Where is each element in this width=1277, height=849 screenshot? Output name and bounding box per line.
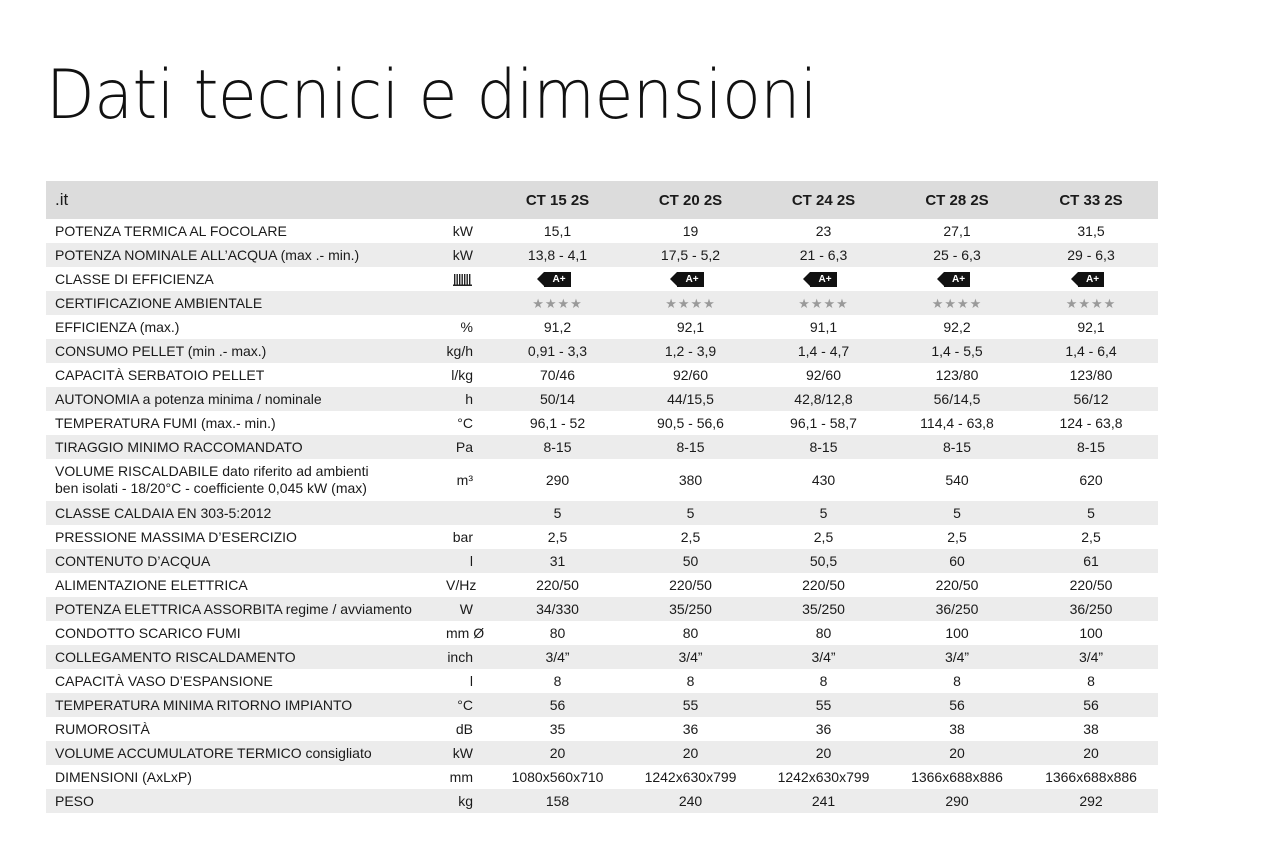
row-value: 290 (545, 472, 570, 488)
row-value: 100 (1079, 625, 1103, 641)
row-label (46, 549, 446, 573)
row-value: 20 (682, 745, 699, 761)
row-label (46, 411, 446, 435)
table-row (46, 765, 1158, 789)
row-label (46, 501, 446, 525)
efficiency-badge: A+ (544, 272, 570, 287)
row-label-line: RUMOROSITÀ (55, 720, 150, 737)
row-value: 21 - 6,3 (799, 247, 848, 263)
row-value: 1366x688x886 (911, 769, 1003, 785)
row-value: 36/250 (935, 601, 979, 617)
row-label (46, 765, 446, 789)
row-unit: °C (457, 415, 473, 431)
row-label (46, 459, 446, 501)
row-value: 220/50 (802, 577, 845, 593)
row-value (890, 291, 1024, 315)
row-label-line: POTENZA TERMICA AL FOCOLARE (55, 222, 287, 239)
table-row (46, 387, 1158, 411)
table-row (46, 645, 1158, 669)
row-label-line: CONSUMO PELLET (min .- max.) (55, 342, 267, 359)
row-unit: l/kg (451, 367, 473, 383)
row-label-line: PRESSIONE MASSIMA D’ESERCIZIO (55, 528, 297, 545)
row-unit: kW (452, 223, 473, 239)
row-label-line: CONTENUTO D’ACQUA (55, 552, 211, 569)
row-label (46, 291, 446, 315)
row-value: 35 (549, 721, 566, 737)
row-label-line: CAPACITÀ VASO D’ESPANSIONE (55, 672, 273, 689)
model-header: CT 20 2S (658, 191, 723, 209)
row-label (46, 717, 446, 741)
row-value: 29 - 6,3 (1067, 247, 1115, 263)
row-label (46, 597, 446, 621)
row-label-line: VOLUME RISCALDABILE dato riferito ad ambienti (55, 463, 369, 479)
row-value: 1,4 - 6,4 (1065, 343, 1117, 359)
row-value: 35/250 (802, 601, 845, 617)
row-label-line: DIMENSIONI (AxLxP) (55, 768, 192, 785)
table-row (46, 549, 1158, 573)
row-value: 15,1 (543, 223, 572, 239)
row-value: 13,8 - 4,1 (527, 247, 588, 263)
star-rating-icon: ★★★★ (931, 295, 983, 311)
table-row (46, 435, 1158, 459)
row-value: 8 (553, 673, 562, 689)
row-value: 220/50 (935, 577, 979, 593)
star-rating-icon: ★★★★ (798, 295, 849, 311)
row-unit: W (459, 601, 473, 617)
row-unit: % (460, 319, 473, 335)
row-value: 1,4 - 4,7 (797, 343, 850, 359)
row-unit (446, 291, 491, 315)
row-value: 8-15 (1076, 439, 1106, 455)
row-value: 91,1 (809, 319, 838, 335)
row-label (46, 693, 446, 717)
unit-header (446, 181, 491, 219)
row-value: 292 (1079, 793, 1103, 809)
row-value: 20 (549, 745, 566, 761)
row-value (1024, 291, 1158, 315)
row-value: 56/12 (1073, 391, 1109, 407)
row-value: 2,5 (813, 529, 834, 545)
row-value: 56 (949, 697, 965, 713)
row-value: 92,2 (943, 319, 971, 335)
table-header-row (46, 181, 1158, 219)
model-header: CT 28 2S (925, 191, 989, 209)
row-value: 36 (815, 721, 832, 737)
efficiency-badge: A+ (677, 272, 703, 287)
row-value: 56/14,5 (933, 391, 981, 407)
row-unit: kW (452, 247, 473, 263)
row-value: 8-15 (676, 439, 705, 455)
row-value: 3/4” (678, 649, 703, 665)
row-unit: dB (455, 721, 473, 737)
table-row (46, 669, 1158, 693)
row-unit: mm Ø (446, 625, 485, 641)
row-value: 31,5 (1077, 223, 1105, 239)
row-label (46, 645, 446, 669)
table-row (46, 621, 1158, 645)
row-unit: °C (457, 697, 473, 713)
row-label (46, 267, 446, 291)
row-value: 90,5 - 56,6 (657, 415, 724, 431)
table-row (46, 597, 1158, 621)
efficiency-badge: A+ (944, 272, 970, 287)
row-value: 220/50 (536, 577, 579, 593)
row-unit (446, 267, 491, 291)
row-value: 1,4 - 5,5 (931, 343, 983, 359)
row-value: 8 (686, 673, 695, 689)
page-title: Dati tecnici e dimensioni (46, 56, 818, 135)
row-label (46, 573, 446, 597)
row-unit: mm (449, 769, 473, 785)
table-row (46, 789, 1158, 813)
row-value: 3/4” (545, 649, 570, 665)
row-label (46, 621, 446, 645)
row-label-line: VOLUME ACCUMULATORE TERMICO consigliato (55, 744, 372, 761)
row-value: 3/4” (944, 649, 970, 665)
row-value: 2,5 (547, 529, 568, 545)
row-value: 36/250 (1069, 601, 1113, 617)
row-value (757, 267, 890, 291)
row-value: 96,1 - 52 (529, 415, 586, 431)
row-label (46, 339, 446, 363)
row-value: 8 (953, 673, 961, 689)
spec-table (46, 181, 1158, 813)
row-value: 27,1 (943, 223, 971, 239)
row-value: 2,5 (947, 529, 967, 545)
row-value: 38 (949, 721, 965, 737)
row-value: 2,5 (680, 529, 701, 545)
row-value: 96,1 - 58,7 (790, 415, 857, 431)
row-value: 5 (553, 505, 562, 521)
row-value: 1242x630x799 (777, 769, 870, 785)
row-value: 430 (811, 472, 836, 488)
table-row (46, 339, 1158, 363)
row-value: 241 (811, 793, 836, 809)
row-label-line: COLLEGAMENTO RISCALDAMENTO (55, 648, 296, 665)
row-label (46, 363, 446, 387)
row-value: 80 (549, 625, 566, 641)
row-value: 3/4” (811, 649, 836, 665)
table-row (46, 459, 1158, 501)
row-unit: inch (447, 649, 473, 665)
row-unit: m³ (456, 472, 473, 488)
row-value: 380 (678, 472, 703, 488)
row-value: 114,4 - 63,8 (920, 415, 994, 431)
row-value: 19 (682, 223, 699, 239)
row-label-line: POTENZA NOMINALE ALL’ACQUA (max .- min.) (55, 246, 360, 263)
row-value: 50,5 (809, 553, 838, 569)
row-value: 8 (819, 673, 828, 689)
row-unit: Pa (455, 439, 473, 455)
row-value: 50 (682, 553, 699, 569)
row-value: 36 (682, 721, 699, 737)
row-value: 100 (945, 625, 969, 641)
row-unit: bar (452, 529, 473, 545)
row-label-line: PESO (55, 792, 94, 809)
table-row (46, 243, 1158, 267)
row-label-line: TEMPERATURA MINIMA RITORNO IMPIANTO (55, 696, 353, 713)
row-value: 8-15 (809, 439, 838, 455)
row-value: 0,91 - 3,3 (527, 343, 588, 359)
row-value: 23 (815, 223, 832, 239)
row-label-line: AUTONOMIA a potenza minima / nominale (55, 390, 322, 407)
row-value: 8-15 (543, 439, 572, 455)
row-value: 92/60 (672, 367, 709, 383)
row-value: 55 (815, 697, 832, 713)
row-value: 25 - 6,3 (933, 247, 981, 263)
row-value (1024, 267, 1158, 291)
row-unit: kg (458, 793, 473, 809)
row-value: 34/330 (536, 601, 579, 617)
row-value: 55 (682, 697, 699, 713)
efficiency-badge: A+ (810, 272, 836, 287)
table-row (46, 291, 1158, 315)
row-value (890, 267, 1024, 291)
star-rating-icon: ★★★★ (1065, 295, 1117, 311)
row-value: 38 (1083, 721, 1099, 737)
row-label-line: EFFICIENZA (max.) (55, 318, 180, 335)
radiator-icon (453, 273, 473, 287)
row-label-line: ALIMENTAZIONE ELETTRICA (55, 576, 248, 593)
row-label-line: CERTIFICAZIONE AMBIENTALE (55, 294, 263, 311)
row-value: 60 (949, 553, 965, 569)
row-value (491, 267, 624, 291)
row-unit: l (469, 553, 473, 569)
row-value: 80 (682, 625, 699, 641)
row-label-line: TEMPERATURA FUMI (max.- min.) (55, 414, 276, 431)
row-label (46, 525, 446, 549)
row-value: 8-15 (942, 439, 972, 455)
row-value: 1242x630x799 (644, 769, 737, 785)
table-row (46, 693, 1158, 717)
row-value: 290 (945, 793, 969, 809)
row-value: 56 (549, 697, 566, 713)
row-value: 91,2 (543, 319, 572, 335)
model-header: CT 24 2S (791, 191, 856, 209)
row-value: 5 (1087, 505, 1095, 521)
efficiency-badge: A+ (1078, 272, 1104, 287)
row-label (46, 669, 446, 693)
table-row (46, 219, 1158, 243)
row-label-line: ben isolati - 18/20°C - coefficiente 0,045 kW (max) (55, 480, 367, 496)
row-value: 2,5 (1081, 529, 1101, 545)
row-value: 56 (1083, 697, 1099, 713)
row-unit: V/Hz (446, 577, 477, 593)
row-value: 20 (1083, 745, 1099, 761)
table-row (46, 411, 1158, 435)
row-value: 123/80 (1069, 367, 1113, 383)
row-value: 5 (819, 505, 828, 521)
row-value: 1,2 - 3,9 (664, 343, 717, 359)
row-value: 80 (815, 625, 832, 641)
row-value: 31 (549, 553, 566, 569)
row-value: 124 - 63,8 (1059, 415, 1123, 431)
row-value: 92,1 (1077, 319, 1105, 335)
model-header: CT 33 2S (1059, 191, 1123, 209)
star-rating-icon: ★★★★ (665, 295, 716, 311)
row-unit: kg/h (446, 343, 473, 359)
row-value: 1366x688x886 (1045, 769, 1137, 785)
row-label (46, 219, 446, 243)
table-row (46, 315, 1158, 339)
row-value: 8 (1087, 673, 1095, 689)
table-row (46, 501, 1158, 525)
row-unit: kW (452, 745, 473, 761)
row-value: 42,8/12,8 (794, 391, 853, 407)
table-row (46, 363, 1158, 387)
star-rating-icon: ★★★★ (532, 295, 583, 311)
row-value: 20 (949, 745, 965, 761)
row-value: 540 (945, 472, 969, 488)
row-value: 50/14 (539, 391, 576, 407)
row-value: 220/50 (669, 577, 712, 593)
row-value: 92,1 (676, 319, 705, 335)
row-value: 70/46 (539, 367, 576, 383)
row-value: 5 (686, 505, 695, 521)
table-row (46, 573, 1158, 597)
row-label (46, 435, 446, 459)
row-value (757, 291, 890, 315)
row-label-line: CAPACITÀ SERBATOIO PELLET (55, 366, 265, 383)
row-label (46, 387, 446, 411)
row-unit: l (469, 673, 473, 689)
model-header: CT 15 2S (525, 191, 590, 209)
row-value: 5 (953, 505, 961, 521)
table-row (46, 525, 1158, 549)
row-value: 35/250 (669, 601, 712, 617)
row-label-line: CLASSE CALDAIA EN 303-5:2012 (55, 504, 272, 521)
row-value (624, 291, 757, 315)
row-value: 3/4” (1078, 649, 1104, 665)
row-value: 620 (1079, 472, 1103, 488)
row-label (46, 789, 446, 813)
row-value: 92/60 (805, 367, 842, 383)
row-label (46, 243, 446, 267)
row-value: 240 (678, 793, 703, 809)
row-label (46, 741, 446, 765)
row-value (491, 291, 624, 315)
row-label-line: POTENZA ELETTRICA ASSORBITA regime / avviamento (55, 600, 412, 617)
row-value: 1080x560x710 (511, 769, 604, 785)
row-value (624, 267, 757, 291)
row-unit (446, 501, 491, 525)
row-value: 123/80 (935, 367, 979, 383)
row-value: 220/50 (1069, 577, 1113, 593)
table-row (46, 717, 1158, 741)
spec-table-body (46, 219, 1158, 813)
row-value: 17,5 - 5,2 (660, 247, 721, 263)
row-label-line: CONDOTTO SCARICO FUMI (55, 624, 241, 641)
row-value: 20 (815, 745, 832, 761)
row-value: 61 (1083, 553, 1099, 569)
row-value: 44/15,5 (667, 391, 714, 407)
row-label-line: CLASSE DI EFFICIENZA (55, 270, 214, 287)
row-label (46, 315, 446, 339)
row-label-line: TIRAGGIO MINIMO RACCOMANDATO (55, 438, 303, 455)
region-label: .it (55, 190, 69, 209)
row-unit: h (465, 391, 473, 407)
row-value: 158 (545, 793, 570, 809)
table-row (46, 741, 1158, 765)
table-row (46, 267, 1158, 291)
